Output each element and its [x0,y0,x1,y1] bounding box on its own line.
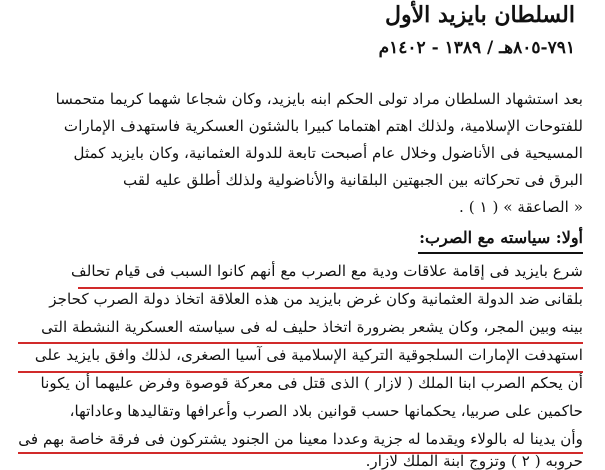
section-heading-underline [418,252,583,254]
highlight-underline-2 [18,342,583,344]
paragraph-2-line-7: وأن يدينا له بالولاء ويقدما له جزية وعددا معينا من الجنود يشتركون فى فرقة خاصة بهم فى [18,430,583,448]
highlight-underline-3 [18,371,583,373]
paragraph-2-line-1: شرع بايزيد فى إقامة علاقات ودية مع الصرب مع أنهم كانوا السبب فى قيام تحالف [70,262,583,280]
paragraph-1-line-2: للفتوحات الإسلامية، ولذلك اهتم اهتماما كبيرا بالشئون العسكرية فاستهدف الإمارات [63,117,583,135]
paragraph-2-line-3: بينه وبين المجر، وكان يشعر بضرورة اتخاذ حليف له فى سياسته العسكرية النشطة التى [41,318,583,336]
highlight-underline-1 [78,287,583,289]
paragraph-2-line-6: حاكمين على صربيا، يحكمانها حسب قوانين بلاد الصرب وأعرافها وتقاليدها وعاداتها، [69,402,583,420]
paragraph-2-line-8: حروبه ( ٢ ) وتزوج ابنة الملك لازار. [365,452,583,470]
paragraph-2-line-4: استهدفت الإمارات السلجوقية التركية الإسلامية فى آسيا الصغرى، لذلك وافق بايزيد على [34,346,583,364]
paragraph-2-line-5: أن يحكم الصرب ابنا الملك ( لازار ) الذى قتل فى معركة قوصوة وفرض عليهما أن يكونا [40,374,583,392]
paragraph-1-line-1: بعد استشهاد السلطان مراد تولى الحكم ابنه بايزيد، وكان شجاعا شهما كريما متحمسا [55,90,583,108]
section-heading: أولا: سياسته مع الصرب: [419,228,583,247]
date-range-subtitle: ٧٩١-٨٠٥هـ / ١٣٨٩ - ١٤٠٢م [378,38,575,58]
page-title: السلطان بايزيد الأول [385,2,575,28]
paragraph-1-line-5: « الصاعقة » ( ١ ) . [459,198,583,216]
paragraph-1-line-3: المسيحية فى الأناضول وخلال عام أصبحت تابعة للدولة العثمانية، وكان بايزيد كمثل [73,144,583,162]
paragraph-1-line-4: البرق فى تحركاته بين الجبهتين البلقانية والأناضولية ولذلك أطلق عليه لقب [122,171,583,189]
paragraph-2-line-2: بلقانى ضد الدولة العثمانية وكان غرض بايزيد من هذه العلاقة اتخاذ دولة الصرب كحاجز [49,290,583,308]
